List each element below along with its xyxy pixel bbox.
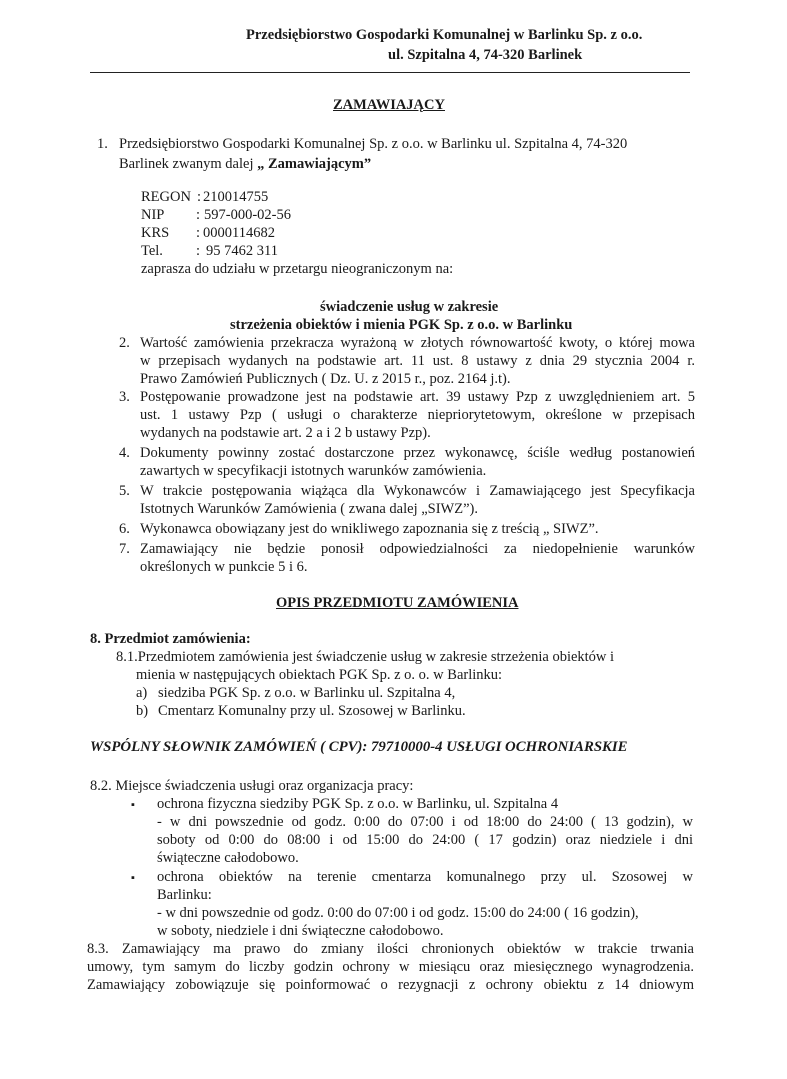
item-8-2-title: 8.2. Miejsce świadczenia usługi oraz organizacja pracy:	[90, 778, 414, 794]
item-2-line-3: Prawo Zamówień Publicznych ( Dz. U. z 2015 r., poz. 2164 j.t).	[140, 371, 511, 387]
item-3-line-2: ust. 1 ustawy Pzp ( usługi o charakterze niepriorytetowym, określone w przepisach	[140, 407, 695, 423]
nip-sep: :	[196, 207, 201, 223]
company-name: Przedsiębiorstwo Gospodarki Komunalnej w Barlinku Sp. z o.o.	[246, 27, 643, 43]
section-title-zamawiajacy: ZAMAWIAJĄCY	[333, 97, 445, 113]
bullet-2-line-1: ochrona obiektów na terenie cmentarza komunalnego przy ul. Szosowej w	[157, 869, 693, 885]
sub-item-a: siedziba PGK Sp. z o.o. w Barlinku ul. Szpitalna 4,	[158, 685, 456, 701]
item-4-line-2: zawartych w specyfikacji istotnych warunków zamówienia.	[140, 463, 487, 479]
item-8-1-line-1: 8.1.Przedmiotem zamówienia jest świadczenie usług w zakresie strzeżenia obiektów i	[116, 649, 615, 665]
item-number: 5.	[119, 483, 130, 499]
cpv-heading: WSPÓLNY SŁOWNIK ZAMÓWIEŃ ( CPV): 79710000-4 USŁUGI OCHRONIARSKIE	[90, 739, 628, 755]
bullet-1-line-4: świąteczne całodobowo.	[157, 850, 299, 866]
item-8-3-line-3: Zamawiający zobowiązuje się poinformować o rezygnacji z ochrony obiektu z 14 dniowym	[87, 977, 694, 993]
tel-value: 95 7462 311	[206, 243, 278, 259]
sub-item-letter: a)	[136, 685, 148, 701]
item-number: 4.	[119, 445, 130, 461]
item-number: 7.	[119, 541, 130, 557]
item-7-line-2: określonych w punkcie 5 i 6.	[140, 559, 308, 575]
item-3-line-3: wydanych na podstawie art. 2 a i 2 b ustawy Pzp).	[140, 425, 431, 441]
tel-sep: :	[196, 243, 201, 259]
item-5-line-1: W trakcie postępowania wiążąca dla Wykonawców i Zamawiającego jest Specyfikacja	[140, 483, 695, 499]
sub-item-letter: b)	[136, 703, 149, 719]
bullet-icon: ▪	[131, 799, 135, 811]
section-title-opis: OPIS PRZEDMIOTU ZAMÓWIENIA	[276, 595, 519, 611]
bullet-icon: ▪	[131, 872, 135, 884]
item-5-line-2: Istotnych Warunków Zamówienia ( zwana dalej „SIWZ”).	[140, 501, 478, 517]
item-2-line-2: w przepisach wydanych na podstawie art. 11 ust. 8 ustawy z dnia 29 stycznia 2004 r.	[140, 353, 695, 369]
bullet-1-line-1: ochrona fizyczna siedziby PGK Sp. z o.o. w Barlinku, ul. Szpitalna 4	[157, 796, 559, 812]
nip-label: NIP	[141, 207, 165, 223]
item-8-3-line-1: 8.3. Zamawiający ma prawo do zmiany ilości chronionych obiektów w trakcie trwania	[87, 941, 694, 957]
bullet-2-line-4: w soboty, niedziele i dni świąteczne całodobowo.	[157, 923, 444, 939]
invitation-text: zaprasza do udziału w przetargu nieograniczonym na:	[141, 261, 454, 277]
item-2-line-1: Wartość zamówienia przekracza wyrażoną w złotych równowartość kwoty, o której mowa	[140, 335, 695, 351]
krs-value: 0000114682	[203, 225, 275, 241]
item-8-1-line-2: mienia w następujących obiektach PGK Sp. z o. o. w Barlinku:	[136, 667, 503, 683]
item-4-line-1: Dokumenty powinny zostać dostarczone przez wykonawcę, ściśle według postanowień	[140, 445, 695, 461]
item-number: 6.	[119, 521, 130, 537]
tender-subject-line-1: świadczenie usług w zakresie	[320, 299, 499, 315]
item-7-line-1: Zamawiający nie będzie ponosił odpowiedzialności za niedopełnienie warunków	[140, 541, 695, 557]
item-number: 3.	[119, 389, 130, 405]
nip-value: 597-000-02-56	[204, 207, 291, 223]
item-1-line-1: Przedsiębiorstwo Gospodarki Komunalnej Sp. z o.o. w Barlinku ul. Szpitalna 4, 74-320	[119, 136, 628, 152]
item-1-prefix: Barlinek zwanym dalej	[119, 156, 258, 172]
regon-value: 210014755	[203, 189, 269, 205]
item-8-title: 8. Przedmiot zamówienia:	[90, 631, 251, 647]
bullet-1-line-3: soboty od 0:00 do 08:00 i od 15:00 do 24:00 ( 17 godzin) oraz niedziele i dni	[157, 832, 693, 848]
item-number: 1.	[97, 136, 108, 152]
bullet-1-line-2: - w dni powszednie od godz. 0:00 do 07:00 i od 18:00 do 24:00 ( 13 godzin), w	[157, 814, 693, 830]
sub-item-b: Cmentarz Komunalny przy ul. Szosowej w Barlinku.	[158, 703, 466, 719]
tel-label: Tel.	[141, 243, 163, 259]
company-address: ul. Szpitalna 4, 74-320 Barlinek	[388, 47, 583, 63]
regon-label: REGON	[141, 189, 191, 205]
regon-sep: :	[197, 189, 202, 205]
item-number: 2.	[119, 335, 130, 351]
item-1-line-2	[119, 155, 371, 173]
bullet-2-line-2: Barlinku:	[157, 887, 212, 903]
header-divider	[90, 72, 690, 73]
tender-subject-line-2: strzeżenia obiektów i mienia PGK Sp. z o.o. w Barlinku	[230, 317, 573, 333]
krs-label: KRS	[141, 225, 170, 241]
item-1-bold: „ Zamawiającym”	[257, 156, 372, 172]
item-8-3-line-2: umowy, tym samym do liczby godzin ochrony w miesiącu oraz miesięcznego wynagrodzenia.	[87, 959, 694, 975]
item-3-line-1: Postępowanie prowadzone jest na podstawie art. 39 ustawy Pzp z uwzględnieniem art. 5	[140, 389, 695, 405]
item-6-line-1: Wykonawca obowiązany jest do wnikliwego zapoznania się z treścią „ SIWZ”.	[140, 521, 599, 537]
krs-sep: :	[196, 225, 201, 241]
bullet-2-line-3: - w dni powszednie od godz. 0:00 do 07:00 i od godz. 15:00 do 24:00 ( 16 godzin),	[157, 905, 639, 921]
